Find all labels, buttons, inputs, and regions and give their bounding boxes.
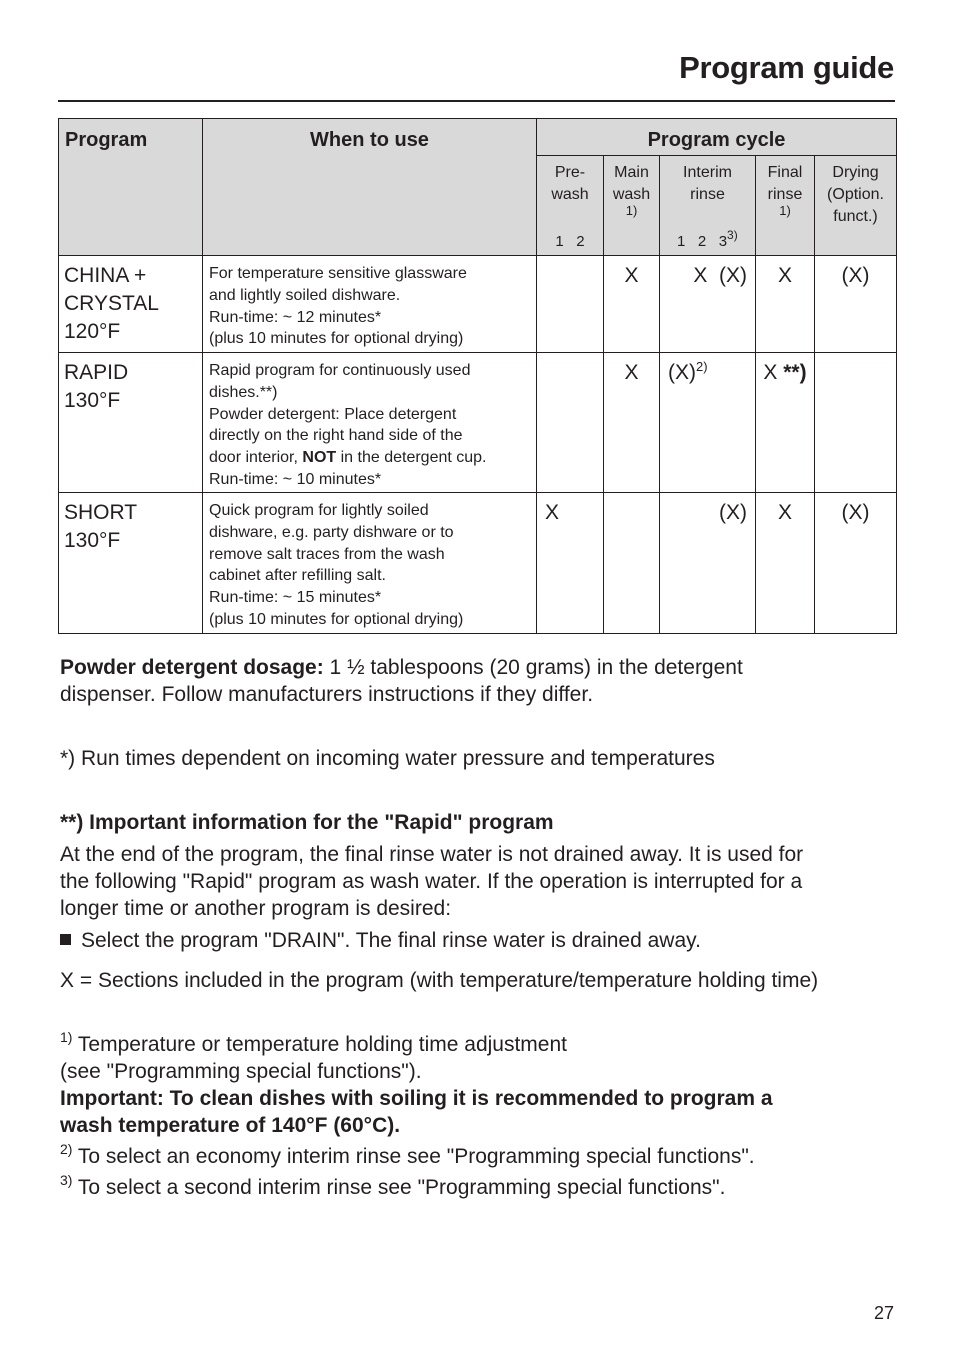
table-row [59,493,897,634]
program-guide-table [58,118,897,634]
header-program: Program [59,119,203,256]
cell-final-rinse: X [756,493,815,634]
subheader-mainwash: Main wash 1) [604,156,660,256]
cell-interim-rinse: X (X) [660,256,756,353]
subheader-prewash: Pre- wash 1 2 [537,156,604,256]
page-title: Program guide [679,50,894,85]
cell-prewash: X [537,493,604,634]
rapid-info-heading: **) Important information for the "Rapid" program [60,811,554,834]
program-name: CHINA + CRYSTAL 120°F [59,256,203,353]
subheader-drying: Drying (Option. funct.) [815,156,897,256]
cell-mainwash: X [604,353,660,493]
cell-final-rinse: X [756,256,815,353]
table-row [59,256,897,353]
table-row [59,353,897,493]
header-program-cycle: Program cycle [537,119,897,156]
program-description: Rapid program for continuously used dishes.**) Powder detergent: Place detergent directly on the right hand side of the door interior, NOT in the detergent cup. Run-time: ~ 10 minutes* [203,353,537,493]
program-name: RAPID 130°F [59,353,203,493]
bullet-icon [60,934,71,945]
title-divider [58,100,895,102]
cell-interim-rinse: $(X)^{2)}$ [660,353,756,493]
cell-prewash [537,256,604,353]
x-legend: X = Sections included in the program (with temperature/temperature holding time) [60,969,819,992]
cell-mainwash [604,493,660,634]
cell-final-rinse: X **) [756,353,815,493]
program-description: For temperature sensitive glassware and lightly soiled dishware. Run-time: ~ 12 minutes* (plus 10 minutes for optional drying) [203,256,537,353]
dosage-note: Powder detergent dosage: 1 ½ tablespoons (20 grams) in the detergent dispenser. Follow manufacturers instructions if they differ. [60,656,743,706]
cell-drying: (X) [815,256,897,353]
runtime-note: *) Run times dependent on incoming water pressure and temperatures [60,747,715,770]
subheader-interim-rinse: Interim rinse 1 2 3$^{3)}$ [660,156,756,256]
subheader-final-rinse: Final rinse 1) [756,156,815,256]
header-when-to-use: When to use [203,119,537,256]
page-number: 27 [873,1303,894,1323]
program-description: Quick program for lightly soiled dishware, e.g. party dishware or to remove salt traces from the wash cabinet after refilling salt. Run-time: ~ 15 minutes* (plus 10 minutes for optional drying) [203,493,537,634]
rapid-info: **) Important information for the "Rapid" program At the end of the program, the final rinse water is not drained away. It is used for the following "Rapid" program as wash water. If the operation is interrupted for a longer time or another program is desired: Select the program "DRAIN". The final rinse water is drained away. [60,811,804,952]
cell-drying [815,353,897,493]
footnotes: $^{1)}$ Temperature or temperature holding time adjustment (see "Programming special functions"). Important: To clean dishes with soiling it is recommended to program a wash temperature of 140°F (60°C). $^{2)}$ To select an economy interim rinse see "Programming special functions". $^{3)}$ To select a second interim rinse see "Programming special functions". [60,1029,773,1199]
cell-interim-rinse: (X) [660,493,756,634]
cell-prewash [537,353,604,493]
program-name: SHORT 130°F [59,493,203,634]
cell-mainwash: X [604,256,660,353]
cell-drying: (X) [815,493,897,634]
